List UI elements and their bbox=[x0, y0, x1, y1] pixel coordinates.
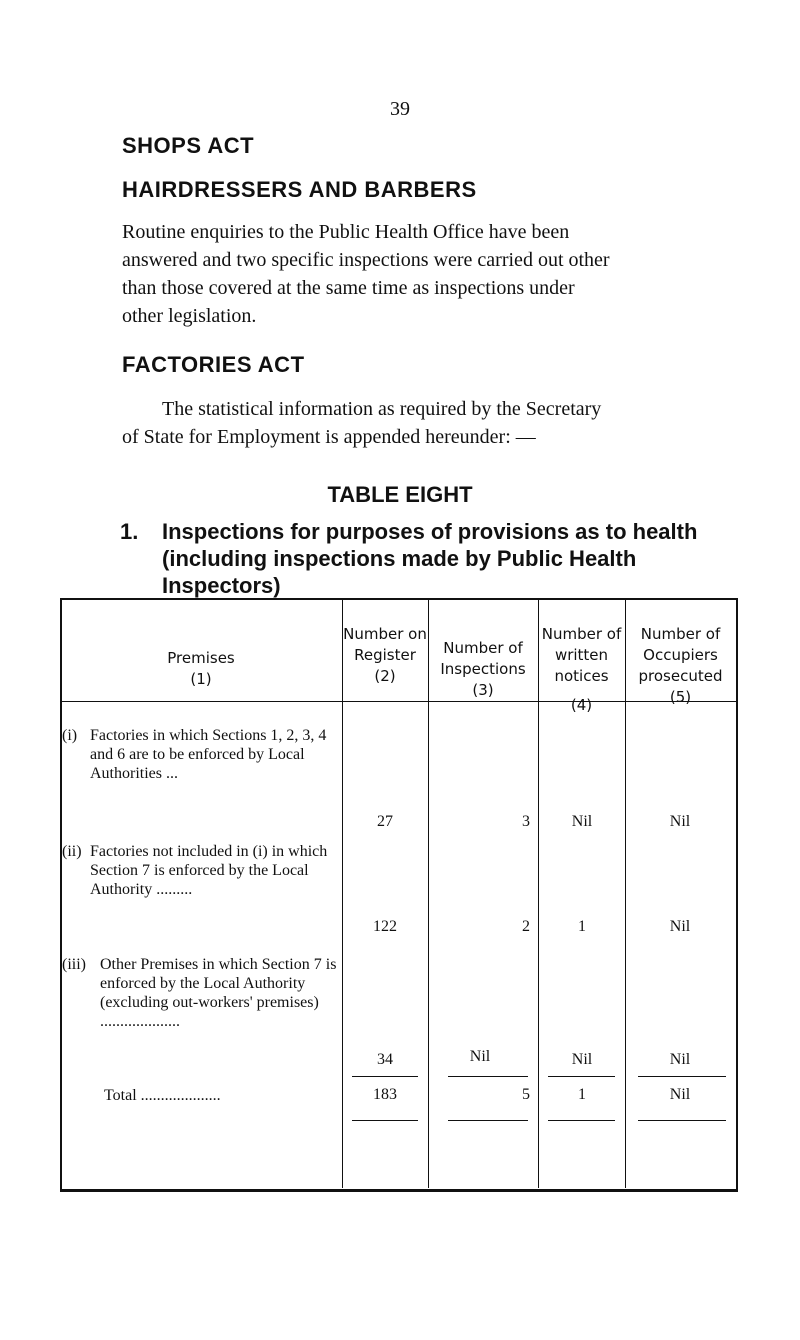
inspections-text: Inspections for purposes of provisions as to health (including inspections made by Public Health Inspectors) bbox=[162, 519, 698, 598]
hairdressers-heading: HAIRDRESSERS AND BARBERS bbox=[122, 177, 477, 202]
total-rule-top-2 bbox=[352, 1076, 418, 1077]
header-notices bbox=[538, 624, 625, 716]
total-rule-bottom-3 bbox=[448, 1120, 528, 1121]
total-rule-top-4 bbox=[548, 1076, 615, 1077]
factories-paragraph bbox=[122, 395, 700, 451]
hairdressers-line-3: than those covered at the same time as inspections under bbox=[122, 277, 575, 299]
total-prosecuted: Nil bbox=[669, 1086, 691, 1103]
shops-act-heading: SHOPS ACT bbox=[122, 133, 255, 158]
header-register-label: Number on Register bbox=[343, 625, 427, 664]
table-title: TABLE EIGHT bbox=[327, 482, 473, 507]
total-label: Total .................... bbox=[104, 1087, 221, 1104]
inspections-table bbox=[60, 598, 738, 1188]
table-bottom-rule bbox=[60, 1189, 738, 1192]
header-inspections-num: (3) bbox=[472, 681, 494, 699]
table-top-rule bbox=[60, 598, 738, 600]
total-rule-top-3 bbox=[448, 1076, 528, 1077]
header-inspections bbox=[428, 638, 538, 701]
row-description: Other Premises in which Section 7 is enforced by the Local Authority (excluding out-workers' premises) .................... bbox=[100, 956, 337, 1030]
row1-register: 27 bbox=[377, 813, 393, 830]
row3-register: 34 bbox=[377, 1051, 393, 1068]
total-register: 183 bbox=[373, 1086, 397, 1103]
hairdressers-line-4: other legislation. bbox=[122, 305, 257, 327]
header-notices-num: (4) bbox=[570, 696, 593, 714]
total-rule-bottom-4 bbox=[548, 1120, 615, 1121]
header-premises-num: (1) bbox=[190, 670, 212, 688]
factories-line-2: of State for Employment is appended hereunder: — bbox=[122, 426, 536, 448]
header-premises-label: Premises bbox=[167, 649, 235, 667]
row-roman: (i) bbox=[62, 727, 78, 744]
row1-inspections: 3 bbox=[522, 813, 530, 830]
row3-prosecuted: Nil bbox=[669, 1051, 691, 1068]
factories-act-heading: FACTORIES ACT bbox=[122, 352, 305, 377]
header-register-num: (2) bbox=[374, 667, 396, 685]
header-prosecuted-num: (5) bbox=[669, 688, 692, 706]
header-prosecuted bbox=[625, 624, 736, 708]
hairdressers-paragraph bbox=[122, 218, 700, 330]
row-roman: (iii) bbox=[62, 956, 86, 973]
header-premises bbox=[60, 648, 342, 690]
row1-prosecuted: Nil bbox=[669, 813, 691, 830]
total-rule-top-5 bbox=[638, 1076, 726, 1077]
row-description: Factories in which Sections 1, 2, 3, 4 and 6 are to be enforced by Local Authorities ... bbox=[90, 727, 327, 782]
factories-line-1: The statistical information as required by the Secretary bbox=[162, 398, 602, 420]
header-prosecuted-label: Number of Occupiers prosecuted bbox=[638, 625, 723, 685]
table-right-rule bbox=[736, 598, 738, 1191]
row2-inspections: 2 bbox=[522, 918, 530, 935]
row3-inspections: Nil bbox=[469, 1048, 491, 1065]
inspections-number: 1. bbox=[120, 519, 139, 544]
header-inspections-label: Number of Inspections bbox=[440, 639, 526, 678]
total-inspections: 5 bbox=[522, 1086, 530, 1103]
hairdressers-line-1: Routine enquiries to the Public Health Office have been bbox=[122, 221, 570, 243]
header-notices-label: Number of written notices bbox=[541, 625, 622, 685]
page-number: 39 bbox=[390, 98, 410, 120]
total-notices: 1 bbox=[578, 1086, 586, 1103]
row1-notices: Nil bbox=[571, 813, 593, 830]
row3-notices: Nil bbox=[571, 1051, 593, 1068]
hairdressers-line-2: answered and two specific inspections were carried out other bbox=[122, 249, 610, 271]
total-rule-bottom-5 bbox=[638, 1120, 726, 1121]
total-rule-bottom-2 bbox=[352, 1120, 418, 1121]
header-register bbox=[342, 624, 428, 687]
row2-register: 122 bbox=[373, 918, 397, 935]
row-description: Factories not included in (i) in which Section 7 is enforced by the Local Authority ......... bbox=[90, 843, 328, 898]
row-roman: (ii) bbox=[62, 843, 82, 860]
row2-notices: 1 bbox=[578, 918, 586, 935]
row2-prosecuted: Nil bbox=[669, 918, 691, 935]
